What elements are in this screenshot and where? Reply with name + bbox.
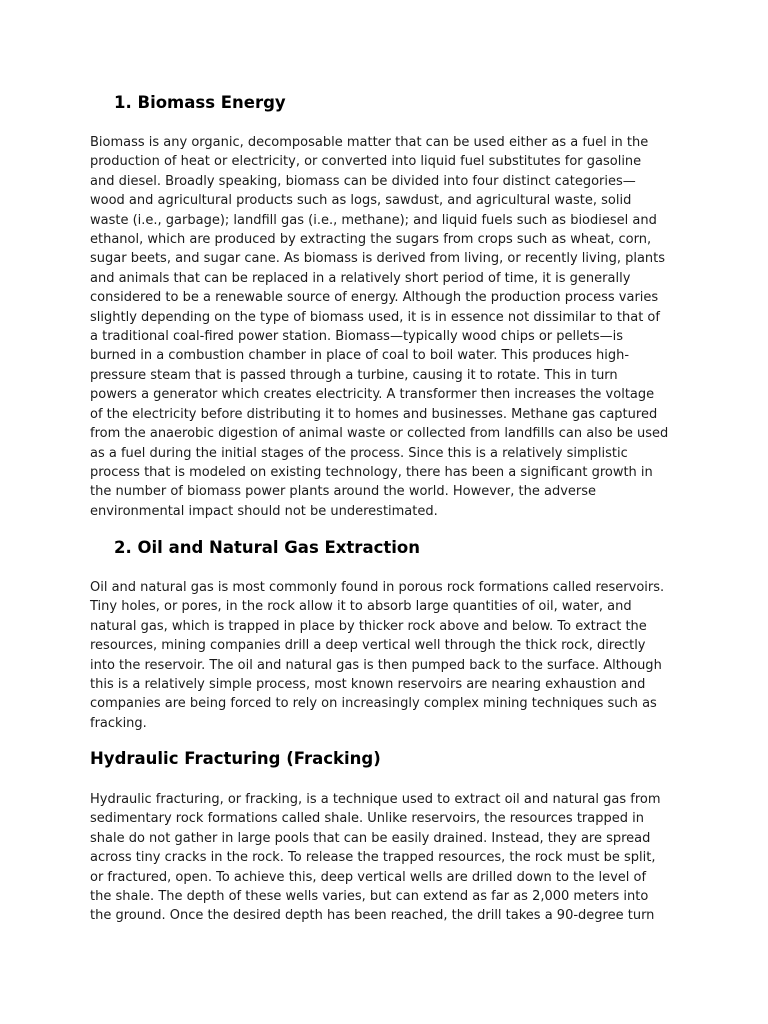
paragraph-line: sedimentary rock formations called shale. Unlike reservoirs, the resources trapped in bbox=[90, 811, 644, 827]
paragraph-line: the shale. The depth of these wells varies, but can extend as far as 2,000 meters into bbox=[90, 889, 649, 905]
paragraph-oil-and-natural-gas-extraction bbox=[90, 578, 680, 733]
paragraph-line: this is a relatively simple process, most known reservoirs are nearing exhaustion and bbox=[90, 677, 646, 693]
paragraph-line: powers a generator which creates electricity. A transformer then increases the voltage bbox=[90, 387, 655, 403]
paragraph-line: Biomass is any organic, decomposable matter that can be used either as a fuel in the bbox=[90, 135, 649, 150]
paragraph-line: from the anaerobic digestion of animal waste or collected from landfills can also be used bbox=[90, 426, 669, 442]
paragraph-line: companies are being forced to rely on increasingly complex mining techniques such as bbox=[90, 696, 657, 712]
paragraph-line: process that is modeled on existing technology, there has been a significant growth in bbox=[90, 464, 653, 480]
paragraph-line: shale do not gather in large pools that can be easily drained. Instead, they are spread bbox=[90, 830, 651, 846]
paragraph-line: the ground. Once the desired depth has been reached, the drill takes a 90-degree turn bbox=[90, 908, 655, 924]
paragraph-line: resources, mining companies drill a deep vertical well through the thick rock, directly bbox=[90, 638, 646, 654]
paragraph-line: slightly depending on the type of biomass used, it is in essence not dissimilar to that of bbox=[90, 309, 660, 325]
paragraph-line: pressure steam that is passed through a turbine, causing it to rotate. This in turn bbox=[90, 367, 618, 383]
paragraph-line: a traditional coal-fired power station. Biomass—typically wood chips or pellets—is bbox=[90, 329, 624, 345]
paragraph-line: considered to be a renewable source of energy. Although the production process varies bbox=[90, 290, 659, 306]
paragraph-line: into the reservoir. The oil and natural gas is then pumped back to the surface. Although bbox=[90, 657, 662, 673]
paragraph-line: waste (i.e., garbage); landfill gas (i.e., methane); and liquid fuels such as biodiesel and bbox=[90, 212, 657, 228]
paragraph-line: fracking. bbox=[90, 715, 147, 731]
section-heading-oil-and-natural-gas-extraction: 2. Oil and Natural Gas Extraction bbox=[114, 538, 420, 557]
paragraph-line: production of heat or electricity, or converted into liquid fuel substitutes for gasoline bbox=[90, 154, 642, 170]
paragraph-line: the number of biomass power plants around the world. However, the adverse bbox=[90, 484, 597, 500]
paragraph-line: burned in a combustion chamber in place of coal to boil water. This produces high- bbox=[90, 348, 630, 364]
paragraph-line: Tiny holes, or pores, in the rock allow it to absorb large quantities of oil, water, and bbox=[90, 599, 632, 615]
paragraph-line: or fractured, open. To achieve this, deep vertical wells are drilled down to the level of bbox=[90, 869, 647, 885]
paragraph-line: sugar beets, and sugar cane. As biomass is derived from living, or recently living, plants bbox=[90, 251, 666, 267]
paragraph-line: and diesel. Broadly speaking, biomass can be divided into four distinct categories— bbox=[90, 173, 636, 189]
paragraph-line: natural gas, which is trapped in place by thicker rock above and below. To extract the bbox=[90, 618, 647, 634]
paragraph-line: Oil and natural gas is most commonly found in porous rock formations called reservoirs. bbox=[90, 580, 665, 595]
paragraph-hydraulic-fracturing bbox=[90, 790, 680, 926]
paragraph-line: Hydraulic fracturing, or fracking, is a technique used to extract oil and natural gas from bbox=[90, 792, 661, 807]
paragraph-line: and animals that can be replaced in a relatively short period of time, it is generally bbox=[90, 270, 631, 286]
paragraph-line: wood and agricultural products such as logs, sawdust, and agricultural waste, solid bbox=[90, 193, 632, 209]
paragraph-line: as a fuel during the initial stages of the process. Since this is a relatively simplistic bbox=[90, 445, 628, 461]
paragraph-line: ethanol, which are produced by extracting the sugars from crops such as wheat, corn, bbox=[90, 232, 652, 248]
paragraph-line: across tiny cracks in the rock. To release the trapped resources, the rock must be split, bbox=[90, 850, 656, 866]
section-heading-biomass-energy: 1. Biomass Energy bbox=[114, 93, 286, 112]
paragraph-line: environmental impact should not be underestimated. bbox=[90, 503, 438, 519]
paragraph-line: of the electricity before distributing it to homes and businesses. Methane gas captured bbox=[90, 406, 658, 422]
section-heading-hydraulic-fracturing: Hydraulic Fracturing (Fracking) bbox=[90, 749, 381, 768]
paragraph-biomass-energy bbox=[90, 133, 680, 521]
